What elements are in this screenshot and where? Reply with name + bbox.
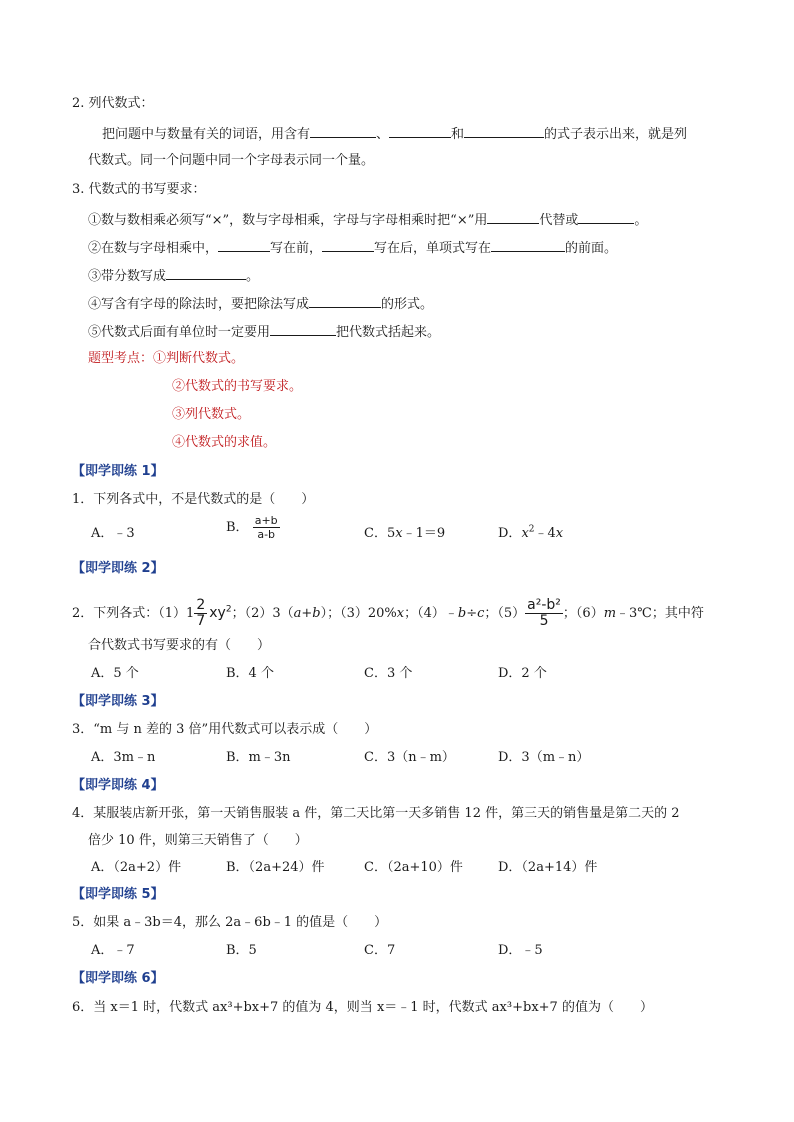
exercise-4-header: 【即学即练 4】 [72, 778, 164, 793]
ex2-option-a: A．5 个 [91, 666, 139, 681]
ex4-option-d: D．（2a+14）件 [498, 860, 598, 875]
rule-5: ⑤代数式后面有单位时一定要用 把代数式括起来。 [88, 325, 441, 340]
ex5-option-a: A．﹣7 [91, 943, 135, 958]
blank [310, 125, 376, 138]
ex1-option-d: D．$x^2﹣4x$ [498, 524, 564, 541]
points-line-1: 题型考点：①判断代数式。 [88, 351, 245, 366]
ex4-option-c: C．（2a+10）件 [364, 860, 463, 875]
fraction: $\frac{\text{a²-b²}}{5}$ [527, 597, 561, 629]
ex1-option-a: A．﹣3 [91, 526, 135, 541]
ex1-option-c: C．5x﹣1＝9 [364, 526, 446, 541]
rule-3: ③带分数写成 。 [88, 269, 260, 284]
points-item-2: ②代数式的书写要求。 [172, 379, 303, 394]
blank [487, 211, 539, 224]
section-2-line-1: 把问题中与数量有关的词语，用含有 、 和 的式子表示出来，就是列 [102, 127, 688, 142]
ex2-option-b: B．4 个 [226, 666, 274, 681]
blank [389, 125, 451, 138]
ex4-option-a: A．（2a+2）件 [91, 860, 182, 875]
points-item-4: ④代数式的求值。 [172, 435, 277, 450]
section-2-line-2: 代数式。同一个问题中同一个字母表示同一个量。 [88, 153, 375, 168]
ex5-option-d: D．﹣5 [498, 943, 543, 958]
blank [464, 125, 544, 138]
mixed-fraction: $\frac{2}{7}$ [196, 597, 206, 629]
blank [578, 211, 634, 224]
section-3-title: 3. 代数式的书写要求： [72, 182, 206, 197]
ex3-option-a: A．3m﹣n [91, 750, 156, 765]
ex2-option-d: D．2 个 [498, 666, 547, 681]
exercise-6-question: 6．当 x＝1 时，代数式 ax³+bx+7 的值为 4，则当 x＝﹣1 时，代数式 ax³+bx+7 的值为（ ） [72, 1000, 653, 1015]
exercise-5-question: 5．如果 a﹣3b＝4，那么 2a﹣6b﹣1 的值是（ ） [72, 915, 388, 930]
exercise-3-question: 3．“m 与 n 差的 3 倍”用代数式可以表示成（ ） [72, 722, 378, 737]
ex1-option-b: B． $\frac{a+b}{a-b}$ [226, 514, 278, 541]
ex5-option-b: B．5 [226, 943, 257, 958]
exercise-1-question: 1．下列各式中，不是代数式的是（ ） [72, 492, 315, 507]
exercise-2-question-line-2: 合代数式书写要求的有（ ） [88, 638, 271, 653]
ex4-option-b: B．（2a+24）件 [226, 860, 325, 875]
rule-1: ①数与数相乘必须写“×”，数与字母相乘，字母与字母相乘时把“×”用 代替或 。 [88, 213, 648, 228]
ex3-option-c: C．3（n﹣m） [364, 750, 455, 765]
exercise-2-header: 【即学即练 2】 [72, 561, 164, 576]
ex3-option-b: B．m﹣3n [226, 750, 291, 765]
exercise-5-header: 【即学即练 5】 [72, 887, 164, 902]
rule-2: ②在数与字母相乘中， 写在前， 写在后，单项式写在 的前面。 [88, 241, 618, 256]
blank [322, 239, 374, 252]
blank [218, 239, 270, 252]
ex3-option-d: D．3（m﹣n） [498, 750, 590, 765]
fraction: $\frac{a+b}{a-b}$ [254, 514, 278, 541]
blank [270, 323, 336, 336]
points-item-3: ③列代数式。 [172, 407, 251, 422]
blank [309, 295, 381, 308]
exercise-6-header: 【即学即练 6】 [72, 971, 164, 986]
exercise-4-question-line-1: 4．某服装店新开张，第一天销售服装 a 件，第二天比第一天多销售 12 件，第三天的销售量是第二天的 2 [72, 806, 680, 821]
ex2-option-c: C．3 个 [364, 666, 413, 681]
exercise-4-question-line-2: 倍少 10 件，则第三天销售了（ ） [88, 833, 308, 848]
section-2-title: 2. 列代数式： [72, 96, 154, 111]
blank [491, 239, 565, 252]
exercise-2-question-line-1: 2．下列各式：（1）1 $\frac{2}{7}$ $xy^2$；（2）3（a+b）；（3）20%x；（4）﹣b÷c；（5） $\frac{\text{a²-b²}}{5}$ ；（6）m﹣3℃；其中符 [72, 597, 704, 629]
rule-4: ④写含有字母的除法时，要把除法写成 的形式。 [88, 297, 434, 312]
exercise-3-header: 【即学即练 3】 [72, 694, 164, 709]
exercise-1-header: 【即学即练 1】 [72, 464, 164, 479]
blank [166, 267, 246, 280]
ex5-option-c: C．7 [364, 943, 396, 958]
